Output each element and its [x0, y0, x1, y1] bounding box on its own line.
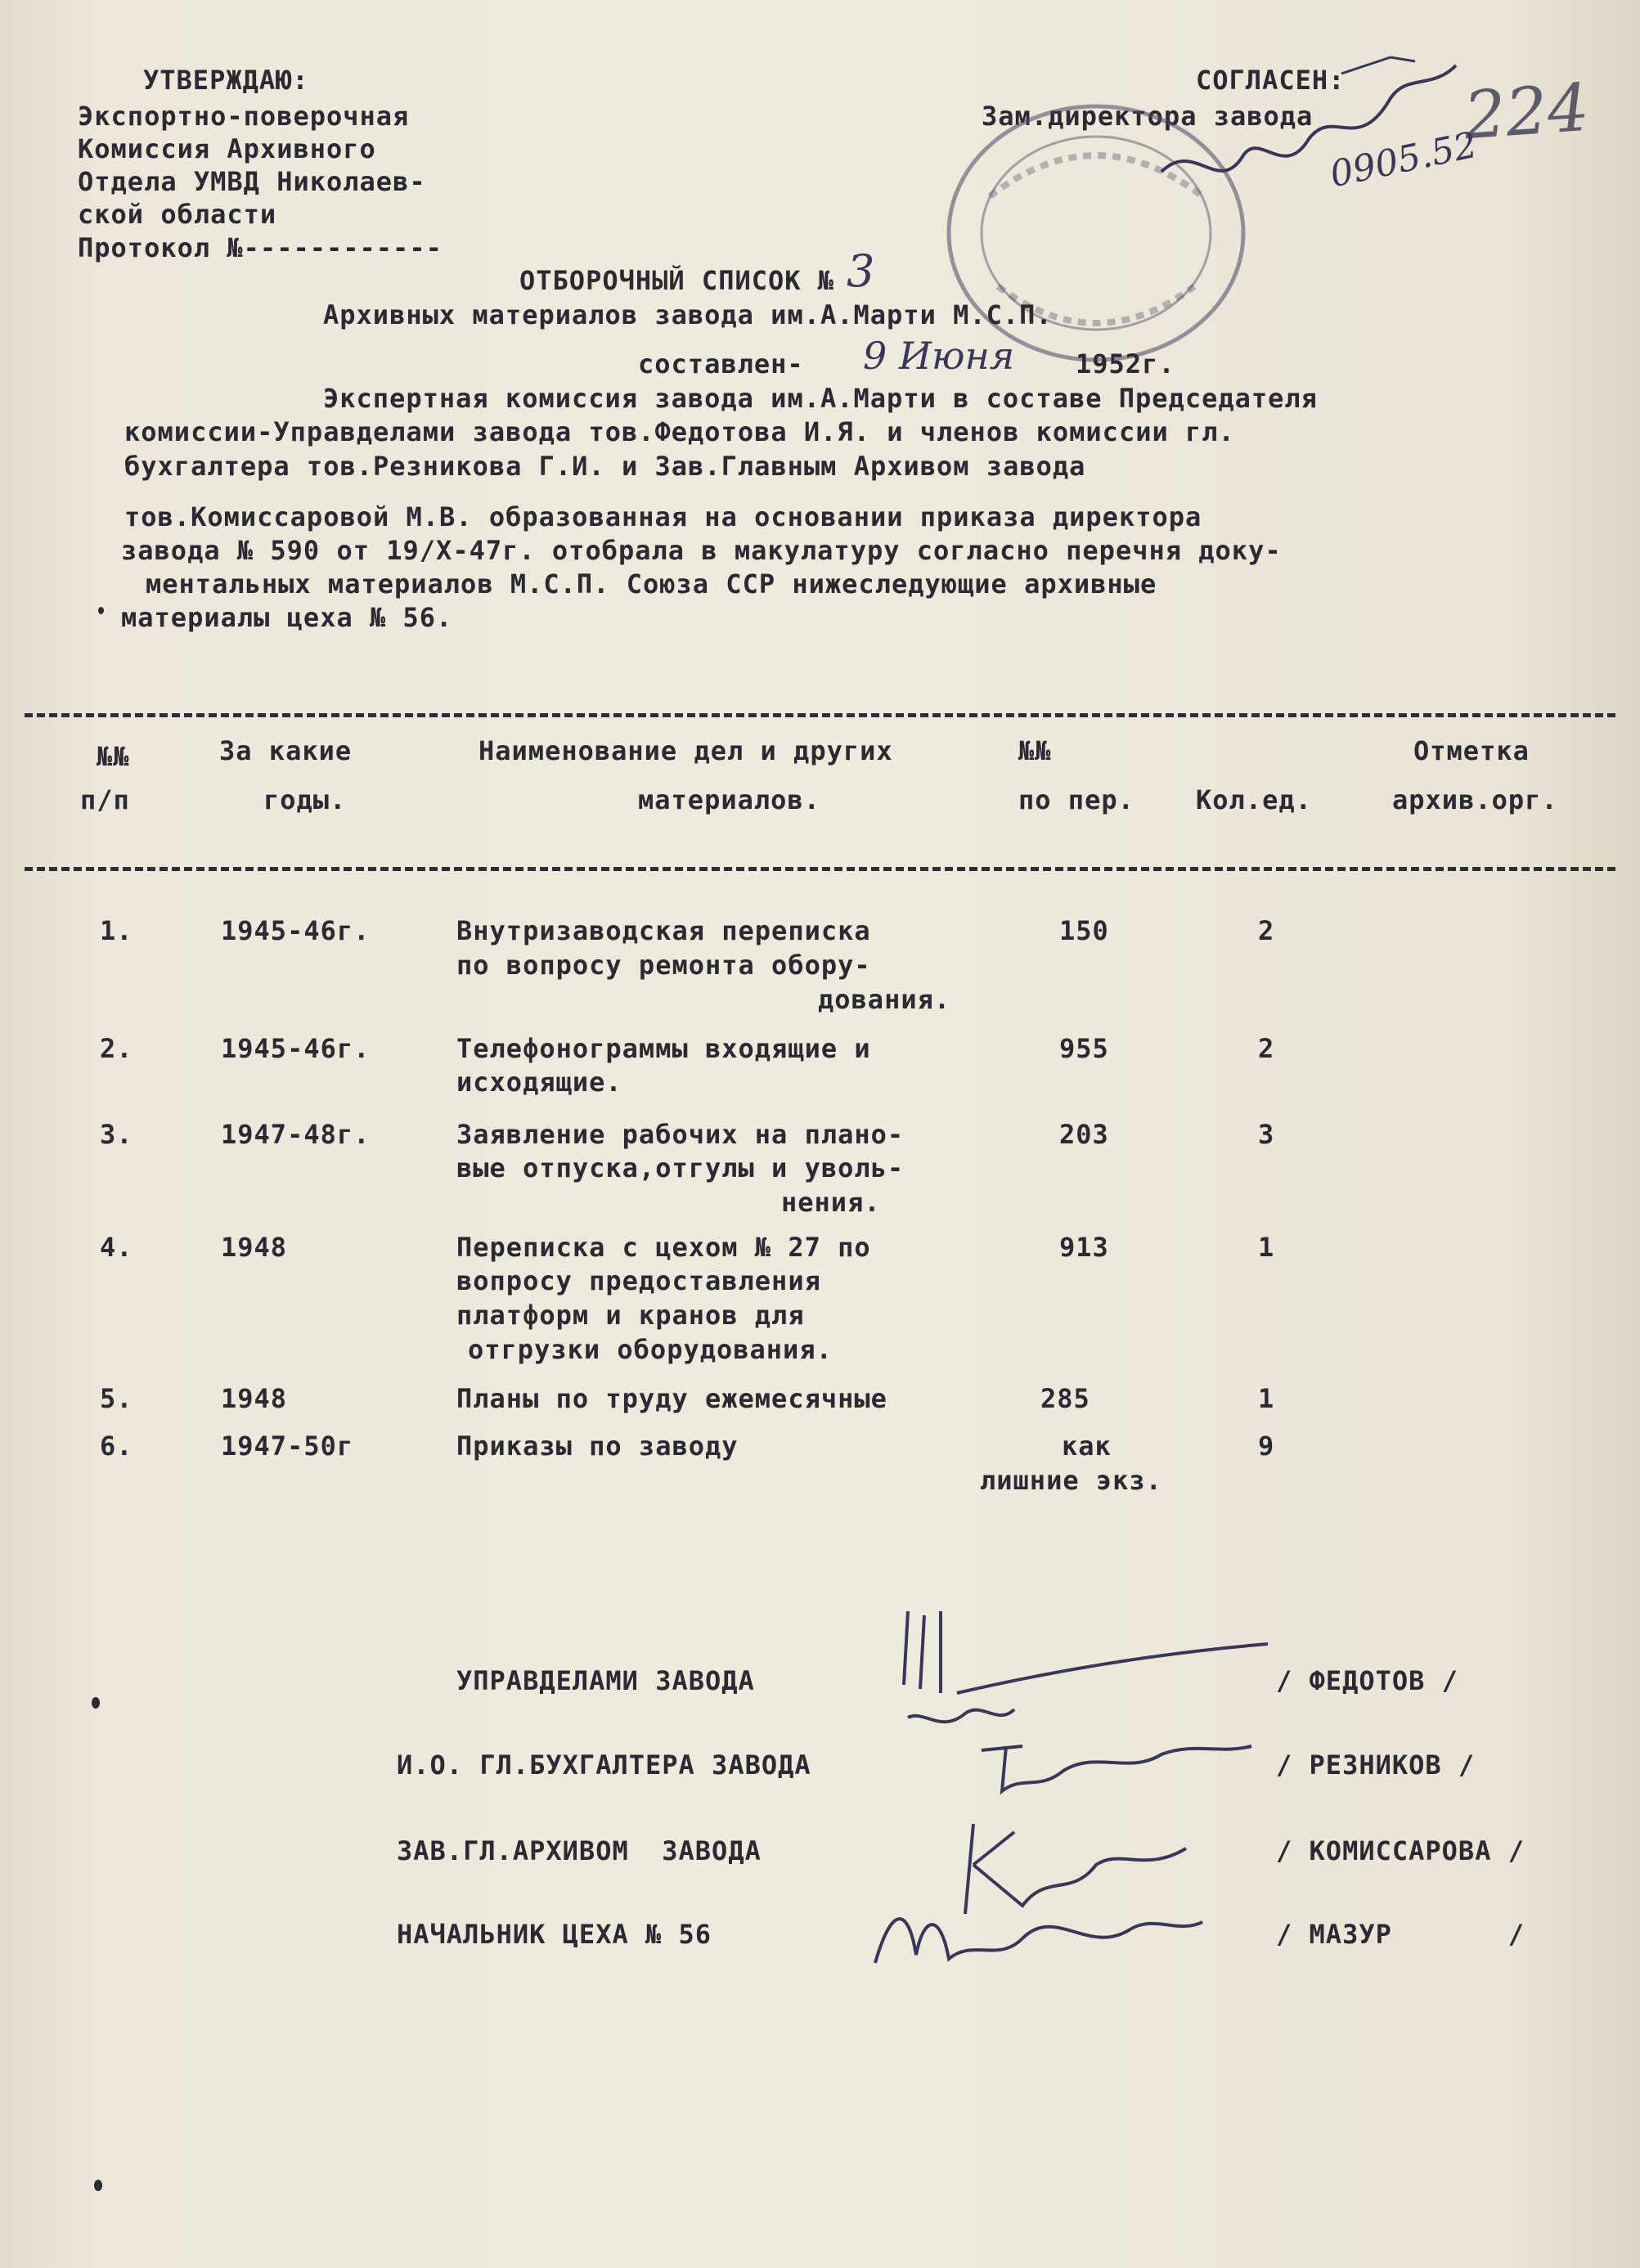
- header-num-line1: №№: [97, 741, 130, 772]
- header-name-line1: Наименование дел и других: [479, 735, 893, 766]
- row1-name-2: по вопросу ремонта обору-: [456, 950, 871, 981]
- row5-qty: 1: [1258, 1383, 1275, 1414]
- agreement-signature: [1145, 41, 1472, 204]
- list-title: ОТБОРОЧНЫЙ СПИСОК №: [519, 265, 835, 296]
- row4-years: 1948: [221, 1232, 288, 1263]
- page-number-handwritten: 224: [1461, 69, 1592, 155]
- row3-inv: 203: [1059, 1119, 1109, 1150]
- approval-line-5: Протокол №------------: [78, 232, 443, 263]
- approval-line-2: Комиссия Архивного: [78, 133, 376, 164]
- agreement-title: СОГЛАСЕН:: [1196, 65, 1346, 96]
- header-name-line2: материалов.: [638, 784, 820, 815]
- header-mark-line1: Отметка: [1413, 735, 1530, 766]
- signature-name-1: / ФЕДОТОВ /: [1276, 1665, 1458, 1696]
- header-qty: Кол.ед.: [1196, 784, 1312, 815]
- signature-role-2: И.О. ГЛ.БУХГАЛТЕРА ЗАВОДА: [397, 1749, 811, 1781]
- row4-qty: 1: [1258, 1232, 1275, 1263]
- list-number-handwritten: 3: [847, 245, 875, 297]
- row4-inv: 913: [1059, 1232, 1109, 1263]
- list-subtitle: Архивных материалов завода им.А.Марти М.С.П.: [323, 299, 1053, 330]
- signature-mazur: [867, 1889, 1211, 1987]
- body-line-6: ментальных материалов М.С.П. Союза ССР нижеследующие архивные: [146, 568, 1157, 600]
- row3-name-3: нения.: [781, 1187, 881, 1218]
- table-top-rule: [25, 713, 1615, 717]
- header-num-line2: п/п: [80, 784, 130, 815]
- row2-name-1: Телефонограммы входящие и: [456, 1033, 871, 1064]
- row3-num: 3.: [100, 1119, 133, 1150]
- row5-years: 1948: [221, 1383, 288, 1414]
- handwritten-note: 0905.52: [1326, 124, 1481, 196]
- row4-name-3: платформ и кранов для: [456, 1300, 805, 1331]
- row2-inv: 955: [1059, 1033, 1109, 1064]
- body-line-2: комиссии-Управделами завода тов.Федотова И.Я. и членов комиссии гл.: [124, 416, 1235, 447]
- row1-name-1: Внутризаводская переписка: [456, 915, 871, 946]
- header-mark-line2: архив.орг.: [1392, 784, 1558, 815]
- body-line-1: Экспертная комиссия завода им.А.Марти в составе Председателя: [323, 383, 1318, 414]
- row6-name-1: Приказы по заводу: [456, 1430, 739, 1462]
- approval-line-4: ской области: [78, 199, 277, 230]
- binder-hole: [92, 1697, 100, 1709]
- binder-hole: [94, 2180, 102, 2191]
- signature-fedotov: [859, 1595, 1284, 1742]
- signature-name-4: / МАЗУР /: [1276, 1919, 1525, 1950]
- row3-qty: 3: [1258, 1119, 1275, 1150]
- row4-name-4: отгрузки оборудования.: [468, 1334, 833, 1365]
- row1-qty: 2: [1258, 915, 1275, 946]
- composed-prefix: составлен-: [638, 348, 804, 379]
- row6-qty: 9: [1258, 1430, 1275, 1462]
- row6-inv-extra: лишние экз.: [980, 1465, 1162, 1496]
- signature-role-3: ЗАВ.ГЛ.АРХИВОМ ЗАВОДА: [397, 1835, 762, 1866]
- approval-line-3: Отдела УМВД Николаев-: [78, 166, 426, 197]
- row5-num: 5.: [100, 1383, 133, 1414]
- approval-line-1: Экспортно-поверочная: [78, 101, 410, 132]
- row5-inv: 285: [1040, 1383, 1090, 1414]
- signature-role-1: УПРАВДЕЛАМИ ЗАВОДА: [456, 1665, 755, 1696]
- agreement-line: Зам.директора завода: [982, 101, 1314, 132]
- row4-name-1: Переписка с цехом № 27 по: [456, 1232, 871, 1263]
- body-line-5: завода № 590 от 19/X-47г. отобрала в макулатуру согласно перечня доку-: [121, 535, 1282, 566]
- row4-num: 4.: [100, 1232, 133, 1263]
- row3-years: 1947-48г.: [221, 1119, 371, 1150]
- signature-reznikov: [973, 1726, 1268, 1808]
- body-line-3: бухгалтера тов.Резникова Г.И. и Зав.Главным Архивом завода: [124, 451, 1086, 482]
- row6-years: 1947-50г: [221, 1430, 354, 1462]
- row2-qty: 2: [1258, 1033, 1275, 1064]
- binder-mark: [98, 607, 104, 614]
- row6-inv: как: [1062, 1430, 1112, 1462]
- header-years-line2: годы.: [263, 784, 347, 815]
- row2-name-2: исходящие.: [456, 1067, 622, 1098]
- row6-num: 6.: [100, 1430, 133, 1462]
- body-line-4: тов.Комиссаровой М.В. образованная на основании приказа директора: [124, 501, 1202, 532]
- header-inv-line1: №№: [1018, 735, 1052, 766]
- row4-name-2: вопросу предоставления: [456, 1265, 821, 1296]
- row5-name-1: Планы по труду ежемесячные: [456, 1383, 887, 1414]
- row3-name-1: Заявление рабочих на плано-: [456, 1119, 905, 1150]
- header-inv-line2: по пер.: [1018, 784, 1135, 815]
- approval-title: УТВЕРЖДАЮ:: [143, 65, 309, 96]
- row1-num: 1.: [100, 915, 133, 946]
- row1-inv: 150: [1059, 915, 1109, 946]
- body-line-7: материалы цеха № 56.: [121, 602, 453, 633]
- row3-name-2: вые отпуска,отгулы и уволь-: [456, 1152, 905, 1183]
- row1-name-3: дования.: [818, 984, 951, 1015]
- row2-num: 2.: [100, 1033, 133, 1064]
- composed-year: 1952г.: [1076, 348, 1175, 379]
- signature-role-4: НАЧАЛЬНИК ЦЕХА № 56: [397, 1919, 712, 1950]
- composed-date-handwritten: 9 Июня: [863, 334, 1015, 378]
- signature-name-2: / РЕЗНИКОВ /: [1276, 1749, 1476, 1781]
- row2-years: 1945-46г.: [221, 1033, 371, 1064]
- header-years-line1: За какие: [219, 735, 353, 766]
- row1-years: 1945-46г.: [221, 915, 371, 946]
- table-header-rule: [25, 867, 1615, 871]
- signature-name-3: / КОМИССАРОВА /: [1276, 1835, 1525, 1866]
